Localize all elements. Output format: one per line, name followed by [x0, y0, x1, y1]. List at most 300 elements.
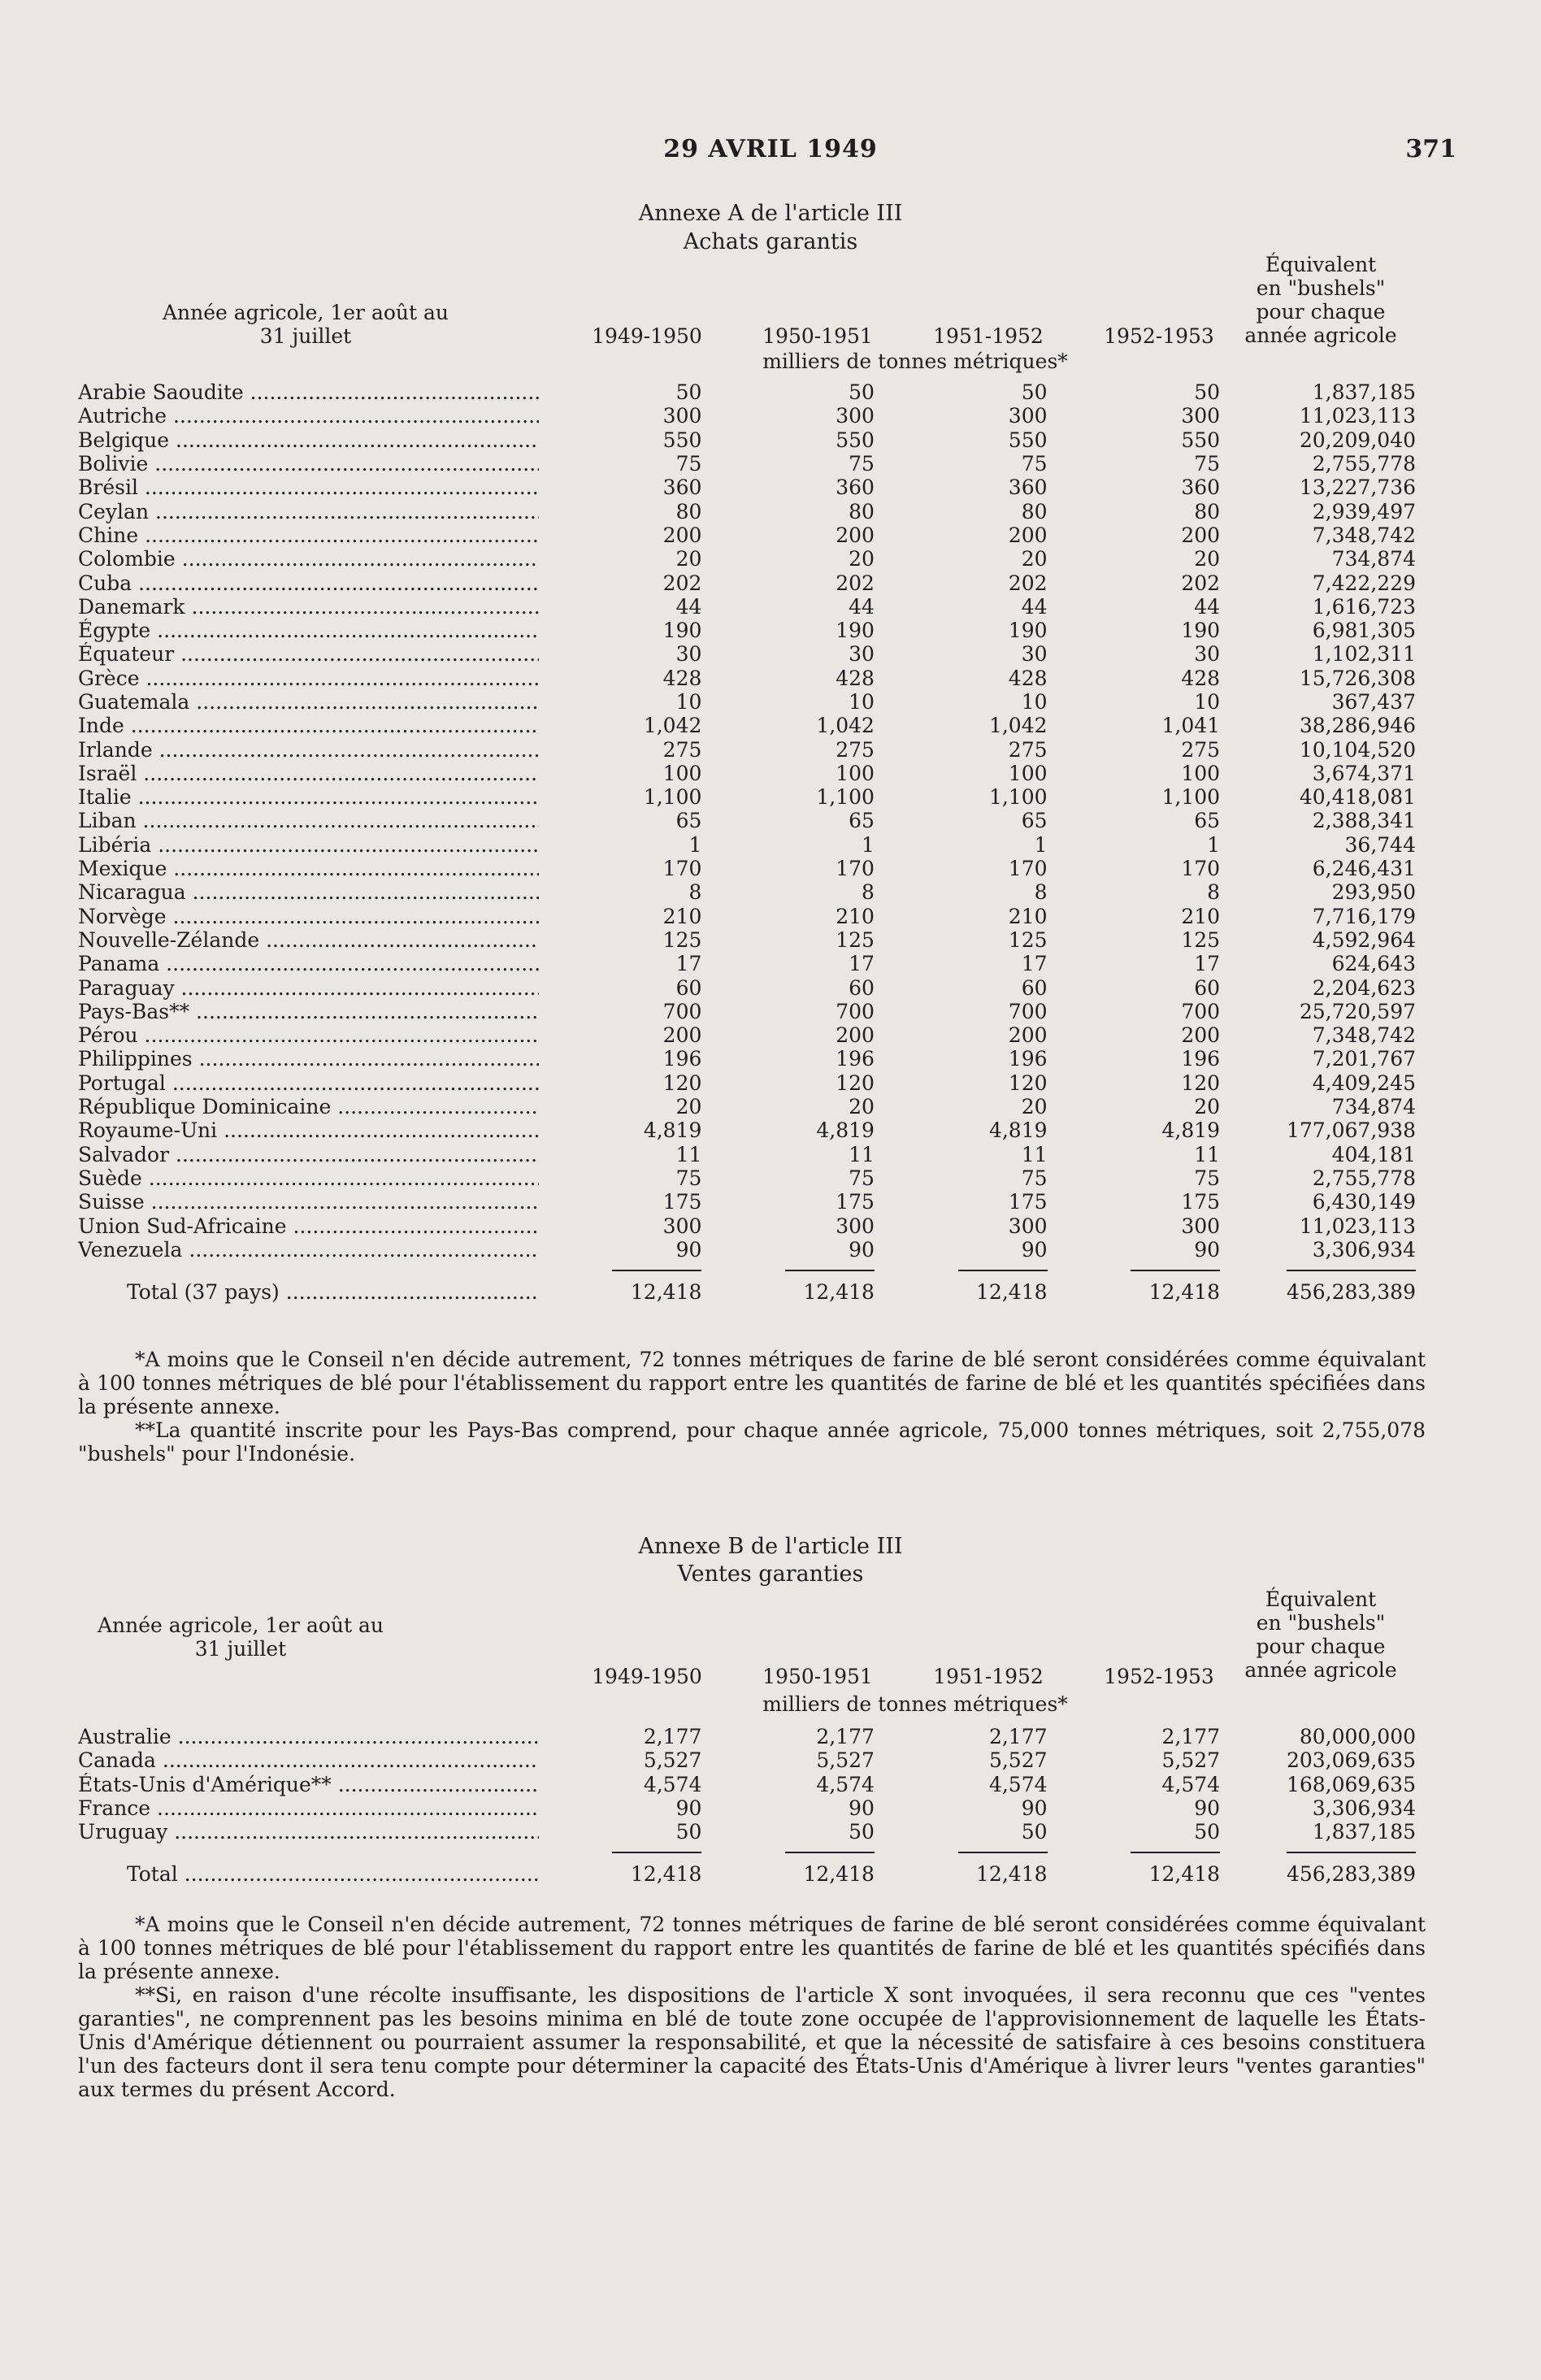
tonnes-cell: 210 [662, 904, 702, 928]
bushels-cell: 6,981,305 [1312, 619, 1416, 643]
total-cell: 12,418 [1057, 1262, 1231, 1309]
bushels-cell: 7,422,229 [1312, 571, 1416, 595]
tonnes-cell: 200 [1008, 1023, 1048, 1048]
tonnes-cell: 4,574 [816, 1772, 875, 1796]
tonnes-cell: 75 [1021, 1166, 1048, 1190]
tonnes-cell: 75 [675, 452, 702, 476]
table-row [78, 428, 1426, 452]
annex-a-table [78, 380, 1426, 1309]
tonnes-cell: 196 [1181, 1047, 1221, 1071]
tonnes-cell: 75 [1194, 1166, 1221, 1190]
annex-a-note-1: *A moins que le Conseil n'en décide autrement, 72 tonnes métriques de farine de blé seront considérées comme équivalant à 100 tonnes métriques de blé pour l'établissement du rapport entre les quantités de farine de blé et les quantités spécifiées dans la présente annexe. [78, 1348, 1426, 1418]
tonnes-cell: 210 [1181, 904, 1221, 928]
tonnes-cell: 100 [662, 761, 702, 785]
country-name: Bolivie ..... [78, 452, 539, 476]
tonnes-cell: 44 [1021, 594, 1048, 619]
tonnes-cell: 30 [849, 642, 875, 667]
tonnes-cell: 80 [1021, 499, 1048, 523]
tonnes-cell: 428 [1008, 666, 1048, 690]
annex-b-year-2: 1950-1951 [762, 1665, 873, 1688]
bushels-cell: 6,430,149 [1312, 1190, 1416, 1214]
bushels-cell: 7,348,742 [1312, 523, 1416, 547]
table-row [78, 1071, 1426, 1095]
bushels-cell: 624,643 [1331, 952, 1416, 976]
tonnes-cell: 1,041 [1161, 714, 1221, 738]
country-name: République Dominicaine ..... [78, 1095, 539, 1118]
table-row [78, 905, 1426, 928]
tonnes-cell: 550 [836, 428, 875, 452]
annex-b-subtitle: Ventes garanties [677, 1561, 864, 1587]
annex-a-year-3: 1951-1952 [933, 324, 1044, 348]
total-label: Total ..... [78, 1844, 539, 1891]
tonnes-cell: 80 [849, 499, 875, 523]
tonnes-cell: 125 [1181, 927, 1221, 952]
running-head [0, 135, 1541, 167]
tonnes-cell: 202 [662, 571, 702, 595]
country-name: Danemark ..... [78, 595, 539, 619]
total-row [78, 1844, 1426, 1891]
tonnes-cell: 190 [836, 619, 875, 643]
country-name: Arabie Saoudite ..... [78, 380, 539, 404]
annex-b-notes [78, 1913, 1426, 2101]
country-name: Égypte ..... [78, 619, 539, 642]
tonnes-cell: 360 [836, 476, 875, 500]
country-name: Italie ..... [78, 785, 539, 809]
table-row [78, 667, 1426, 690]
table-row [78, 1725, 1426, 1748]
annex-a-year-2: 1950-1951 [762, 324, 873, 348]
tonnes-cell: 360 [1008, 476, 1048, 500]
tonnes-cell: 428 [836, 666, 875, 690]
tonnes-cell: 200 [836, 523, 875, 547]
country-name: Suisse ..... [78, 1190, 539, 1214]
bushels-cell: 7,716,179 [1312, 904, 1416, 928]
tonnes-cell: 80 [1194, 499, 1221, 523]
table-row [78, 762, 1426, 785]
table-row [78, 571, 1426, 594]
tonnes-cell: 90 [1021, 1237, 1048, 1262]
tonnes-cell: 428 [662, 666, 702, 690]
annex-a-country-header: Année agricole, 1er août au 31 juillet [162, 301, 449, 348]
table-row [78, 1023, 1426, 1047]
tonnes-cell: 125 [836, 927, 875, 952]
tonnes-cell: 60 [1194, 975, 1221, 1000]
tonnes-cell: 100 [836, 761, 875, 785]
tonnes-cell: 210 [1008, 904, 1048, 928]
tonnes-cell: 200 [662, 523, 702, 547]
tonnes-cell: 1 [688, 832, 702, 857]
tonnes-cell: 80 [675, 499, 702, 523]
tonnes-cell: 17 [849, 952, 875, 976]
tonnes-cell: 300 [662, 404, 702, 428]
tonnes-cell: 60 [849, 975, 875, 1000]
table-row [78, 380, 1426, 404]
country-name: Suède ..... [78, 1166, 539, 1190]
tonnes-cell: 196 [662, 1047, 702, 1071]
tonnes-cell: 20 [849, 1095, 875, 1119]
tonnes-cell: 4,819 [816, 1118, 875, 1143]
bushels-cell: 4,409,245 [1312, 1071, 1416, 1095]
bushels-cell: 2,204,623 [1312, 975, 1416, 1000]
tonnes-cell: 5,527 [1161, 1748, 1221, 1773]
country-name: Ceylan ..... [78, 499, 539, 523]
table-row [78, 833, 1426, 857]
annex-a-note-2: **La quantité inscrite pour les Pays-Bas comprend, pour chaque année agricole, 75,000 tonnes métriques, soit 2,755,078 "bushels" pour l'Indonésie. [78, 1418, 1426, 1466]
country-name: Grèce ..... [78, 667, 539, 690]
bushels-cell: 367,437 [1331, 690, 1416, 714]
tonnes-cell: 11 [849, 1142, 875, 1166]
tonnes-cell: 200 [662, 1023, 702, 1048]
tonnes-cell: 300 [662, 1214, 702, 1238]
tonnes-cell: 550 [1181, 428, 1221, 452]
bushels-cell: 6,246,431 [1312, 857, 1416, 881]
bushels-cell: 2,388,341 [1312, 809, 1416, 833]
tonnes-cell: 11 [675, 1142, 702, 1166]
annex-b-equiv-header: Équivalent en "bushels" pour chaque année agricole [1244, 1587, 1397, 1682]
tonnes-cell: 8 [1034, 880, 1048, 905]
country-name: Mexique ..... [78, 857, 539, 880]
tonnes-cell: 120 [662, 1071, 702, 1095]
tonnes-cell: 90 [1021, 1796, 1048, 1821]
country-name: Irlande ..... [78, 737, 539, 761]
table-row [78, 1166, 1426, 1190]
tonnes-cell: 10 [1194, 690, 1221, 714]
bushels-cell: 36,744 [1344, 832, 1416, 857]
tonnes-cell: 200 [1181, 523, 1221, 547]
tonnes-cell: 1,100 [1161, 785, 1221, 810]
bushels-cell: 1,102,311 [1312, 642, 1416, 667]
country-name: Cuba ..... [78, 571, 539, 594]
tonnes-cell: 700 [836, 999, 875, 1023]
tonnes-cell: 10 [849, 690, 875, 714]
tonnes-cell: 120 [1181, 1071, 1221, 1095]
tonnes-cell: 175 [1181, 1190, 1221, 1214]
table-row [78, 499, 1426, 523]
table-row [78, 1118, 1426, 1142]
tonnes-cell: 11 [1194, 1142, 1221, 1166]
tonnes-cell: 90 [849, 1796, 875, 1821]
table-row [78, 737, 1426, 761]
country-name: Salvador ..... [78, 1143, 539, 1166]
tonnes-cell: 8 [862, 880, 875, 905]
table-row [78, 452, 1426, 476]
table-row [78, 523, 1426, 547]
country-name: Paraguay ..... [78, 975, 539, 999]
tonnes-cell: 300 [836, 404, 875, 428]
tonnes-cell: 5,527 [643, 1748, 702, 1773]
tonnes-cell: 300 [1008, 404, 1048, 428]
bushels-cell: 1,837,185 [1312, 380, 1416, 405]
country-name: Guatemala ..... [78, 690, 539, 714]
tonnes-cell: 428 [1181, 666, 1221, 690]
table-row [78, 642, 1426, 666]
tonnes-cell: 11 [1021, 1142, 1048, 1166]
tonnes-cell: 170 [1008, 857, 1048, 881]
tonnes-cell: 60 [675, 975, 702, 1000]
total-cell: 12,418 [884, 1844, 1057, 1891]
country-name: Australie ..... [78, 1725, 539, 1748]
country-name: Équateur ..... [78, 642, 539, 666]
tonnes-cell: 4,819 [643, 1118, 702, 1143]
country-name: Pérou ..... [78, 1023, 539, 1047]
table-row [78, 1095, 1426, 1118]
tonnes-cell: 65 [675, 809, 702, 833]
total-cell: 12,418 [539, 1844, 712, 1891]
country-name: États-Unis d'Amérique** ..... [78, 1773, 539, 1796]
annex-a-subtitle: Achats garantis [683, 229, 858, 254]
country-name: Union Sud-Africaine ..... [78, 1214, 539, 1237]
table-row [78, 1238, 1426, 1262]
bushels-cell: 3,674,371 [1312, 761, 1416, 785]
total-cell: 12,418 [711, 1262, 884, 1309]
bushels-cell: 168,069,635 [1286, 1772, 1416, 1796]
tonnes-cell: 10 [675, 690, 702, 714]
country-name: Autriche ..... [78, 404, 539, 428]
country-name: Nouvelle-Zélande ..... [78, 928, 539, 952]
tonnes-cell: 1 [862, 832, 875, 857]
tonnes-cell: 700 [1008, 999, 1048, 1023]
bushels-cell: 80,000,000 [1299, 1725, 1416, 1749]
table-row [78, 1190, 1426, 1214]
tonnes-cell: 30 [1021, 642, 1048, 667]
tonnes-cell: 300 [1008, 1214, 1048, 1238]
tonnes-cell: 90 [675, 1237, 702, 1262]
tonnes-cell: 360 [1181, 476, 1221, 500]
annex-b-note-1: *A moins que le Conseil n'en décide autrement, 72 tonnes métriques de farine de blé seront considérées comme équivalant à 100 tonnes métriques de blé pour l'établissement du rapport entre les quantités de farine de blé et les quantités spécifiés dans la présente annexe. [78, 1913, 1426, 1983]
tonnes-cell: 550 [1008, 428, 1048, 452]
table-row [78, 952, 1426, 975]
tonnes-cell: 300 [836, 1214, 875, 1238]
tonnes-cell: 100 [1181, 761, 1221, 785]
tonnes-cell: 202 [836, 571, 875, 595]
tonnes-cell: 50 [1194, 1820, 1221, 1844]
tonnes-cell: 75 [1021, 452, 1048, 476]
annex-b-note-2: **Si, en raison d'une récolte insuffisante, les dispositions de l'article X sont invoquées, il sera reconnu que ces "ventes garanties", ne comprennent pas les besoins minima en blé de toute zone occupée de l'approvisionnement de laquelle les États-Unis d'Amérique détiennent ou pourraient assumer la responsabilité, et que la nécessité de satisfaire à ces besoins constituera l'un des facteurs dont il sera tenu compte pour déterminer la capacité des États-Unis d'Amérique à livrer leurs "ventes garanties" aux termes du présent Accord. [78, 1983, 1426, 2101]
tonnes-cell: 4,819 [988, 1118, 1048, 1143]
tonnes-cell: 4,574 [643, 1772, 702, 1796]
country-name: Brésil ..... [78, 476, 539, 499]
tonnes-cell: 2,177 [816, 1725, 875, 1749]
tonnes-cell: 90 [675, 1796, 702, 1821]
annex-b-year-3: 1951-1952 [933, 1665, 1044, 1688]
tonnes-cell: 300 [1181, 1214, 1221, 1238]
country-name: Pays-Bas** ..... [78, 1000, 539, 1023]
total-row [78, 1262, 1426, 1309]
tonnes-cell: 2,177 [1161, 1725, 1221, 1749]
annex-a-title: Annexe A de l'article III [638, 201, 903, 226]
bushels-cell: 40,418,081 [1299, 785, 1416, 810]
tonnes-cell: 44 [675, 594, 702, 619]
table-row [78, 785, 1426, 809]
table-row [78, 1000, 1426, 1023]
tonnes-cell: 50 [849, 1820, 875, 1844]
table-row [78, 619, 1426, 642]
table-row [78, 404, 1426, 428]
tonnes-cell: 75 [675, 1166, 702, 1190]
tonnes-cell: 30 [675, 642, 702, 667]
country-name: Belgique ..... [78, 428, 539, 452]
table-row [78, 476, 1426, 499]
tonnes-cell: 44 [849, 594, 875, 619]
total-cell: 12,418 [711, 1844, 884, 1891]
tonnes-cell: 1,100 [816, 785, 875, 810]
tonnes-cell: 90 [849, 1237, 875, 1262]
tonnes-cell: 65 [849, 809, 875, 833]
tonnes-cell: 1,100 [643, 785, 702, 810]
tonnes-cell: 190 [1008, 619, 1048, 643]
bushels-cell: 7,348,742 [1312, 1023, 1416, 1048]
page-number: 371 [1405, 135, 1456, 163]
tonnes-cell: 20 [1021, 547, 1048, 571]
annex-b-title: Annexe B de l'article III [638, 1534, 903, 1559]
tonnes-cell: 200 [836, 1023, 875, 1048]
tonnes-cell: 4,819 [1161, 1118, 1221, 1143]
tonnes-cell: 20 [849, 547, 875, 571]
tonnes-cell: 700 [1181, 999, 1221, 1023]
country-name: Uruguay ..... [78, 1820, 539, 1844]
bushels-cell: 734,874 [1331, 547, 1416, 571]
total-cell: 12,418 [1057, 1844, 1231, 1891]
bushels-cell: 734,874 [1331, 1095, 1416, 1119]
tonnes-cell: 175 [1008, 1190, 1048, 1214]
country-name: France ..... [78, 1796, 539, 1820]
annex-a-units: milliers de tonnes métriques* [762, 350, 1068, 373]
country-name: Inde ..... [78, 714, 539, 737]
tonnes-cell: 175 [662, 1190, 702, 1214]
tonnes-cell: 202 [1008, 571, 1048, 595]
bushels-cell: 7,201,767 [1312, 1047, 1416, 1071]
tonnes-cell: 2,177 [988, 1725, 1048, 1749]
total-cell: 456,283,389 [1230, 1844, 1426, 1891]
tonnes-cell: 20 [675, 1095, 702, 1119]
bushels-cell: 25,720,597 [1299, 999, 1416, 1023]
tonnes-cell: 20 [1021, 1095, 1048, 1119]
tonnes-cell: 60 [1021, 975, 1048, 1000]
tonnes-cell: 90 [1194, 1796, 1221, 1821]
tonnes-cell: 275 [662, 737, 702, 762]
tonnes-cell: 196 [1008, 1047, 1048, 1071]
bushels-cell: 2,939,497 [1312, 499, 1416, 523]
tonnes-cell: 170 [1181, 857, 1221, 881]
tonnes-cell: 550 [662, 428, 702, 452]
tonnes-cell: 196 [836, 1047, 875, 1071]
bushels-cell: 203,069,635 [1286, 1748, 1416, 1773]
country-name: Norvège ..... [78, 905, 539, 928]
bushels-cell: 11,023,113 [1299, 404, 1416, 428]
tonnes-cell: 5,527 [988, 1748, 1048, 1773]
tonnes-cell: 190 [1181, 619, 1221, 643]
tonnes-cell: 175 [836, 1190, 875, 1214]
page-date: 29 AVRIL 1949 [663, 135, 878, 163]
tonnes-cell: 30 [1194, 642, 1221, 667]
tonnes-cell: 8 [1207, 880, 1221, 905]
tonnes-cell: 1,100 [988, 785, 1048, 810]
bushels-cell: 10,104,520 [1299, 737, 1416, 762]
bushels-cell: 20,209,040 [1299, 428, 1416, 452]
table-row [78, 595, 1426, 619]
bushels-cell: 13,227,736 [1299, 476, 1416, 500]
tonnes-cell: 4,574 [1161, 1772, 1221, 1796]
tonnes-cell: 75 [849, 1166, 875, 1190]
tonnes-cell: 8 [688, 880, 702, 905]
tonnes-cell: 1,042 [643, 714, 702, 738]
tonnes-cell: 17 [1021, 952, 1048, 976]
table-row [78, 928, 1426, 952]
country-name: Chine ..... [78, 523, 539, 547]
tonnes-cell: 1,042 [816, 714, 875, 738]
tonnes-cell: 202 [1181, 571, 1221, 595]
annex-a-year-4: 1952-1953 [1104, 324, 1214, 348]
tonnes-cell: 1 [1207, 832, 1221, 857]
table-row [78, 975, 1426, 999]
bushels-cell: 1,837,185 [1312, 1820, 1416, 1844]
bushels-cell: 177,067,938 [1286, 1118, 1416, 1143]
country-name: Venezuela ..... [78, 1238, 539, 1262]
table-row [78, 714, 1426, 737]
bushels-cell: 404,181 [1331, 1142, 1416, 1166]
annex-b-table [78, 1725, 1426, 1891]
tonnes-cell: 275 [1181, 737, 1221, 762]
tonnes-cell: 50 [849, 380, 875, 405]
tonnes-cell: 20 [675, 547, 702, 571]
table-row [78, 857, 1426, 880]
tonnes-cell: 10 [1021, 690, 1048, 714]
tonnes-cell: 125 [1008, 927, 1048, 952]
annex-a-notes [78, 1348, 1426, 1466]
bushels-cell: 2,755,778 [1312, 1166, 1416, 1190]
tonnes-cell: 170 [836, 857, 875, 881]
table-row [78, 809, 1426, 832]
tonnes-cell: 20 [1194, 1095, 1221, 1119]
tonnes-cell: 275 [1008, 737, 1048, 762]
table-row [78, 1143, 1426, 1166]
country-name: Canada ..... [78, 1748, 539, 1772]
country-name: Portugal ..... [78, 1071, 539, 1095]
tonnes-cell: 120 [1008, 1071, 1048, 1095]
tonnes-cell: 90 [1194, 1237, 1221, 1262]
annex-b-year-1: 1949-1950 [592, 1665, 702, 1688]
tonnes-cell: 125 [662, 927, 702, 952]
tonnes-cell: 4,574 [988, 1772, 1048, 1796]
tonnes-cell: 5,527 [816, 1748, 875, 1773]
table-row [78, 1047, 1426, 1071]
table-row [78, 1796, 1426, 1820]
tonnes-cell: 1,042 [988, 714, 1048, 738]
tonnes-cell: 360 [662, 476, 702, 500]
country-name: Israël ..... [78, 762, 539, 785]
tonnes-cell: 275 [836, 737, 875, 762]
tonnes-cell: 50 [1194, 380, 1221, 405]
annex-b-units: milliers de tonnes métriques* [762, 1692, 1068, 1716]
bushels-cell: 3,306,934 [1312, 1796, 1416, 1821]
total-cell: 12,418 [539, 1262, 712, 1309]
tonnes-cell: 50 [675, 1820, 702, 1844]
bushels-cell: 293,950 [1331, 880, 1416, 905]
tonnes-cell: 200 [1181, 1023, 1221, 1048]
tonnes-cell: 75 [849, 452, 875, 476]
tonnes-cell: 17 [675, 952, 702, 976]
tonnes-cell: 50 [675, 380, 702, 405]
tonnes-cell: 1 [1034, 832, 1048, 857]
tonnes-cell: 65 [1021, 809, 1048, 833]
tonnes-cell: 190 [662, 619, 702, 643]
annex-a-equiv-header: Équivalent en "bushels" pour chaque année agricole [1244, 253, 1397, 347]
tonnes-cell: 17 [1194, 952, 1221, 976]
bushels-cell: 2,755,778 [1312, 452, 1416, 476]
tonnes-cell: 50 [1021, 1820, 1048, 1844]
table-row [78, 1214, 1426, 1237]
tonnes-cell: 44 [1194, 594, 1221, 619]
